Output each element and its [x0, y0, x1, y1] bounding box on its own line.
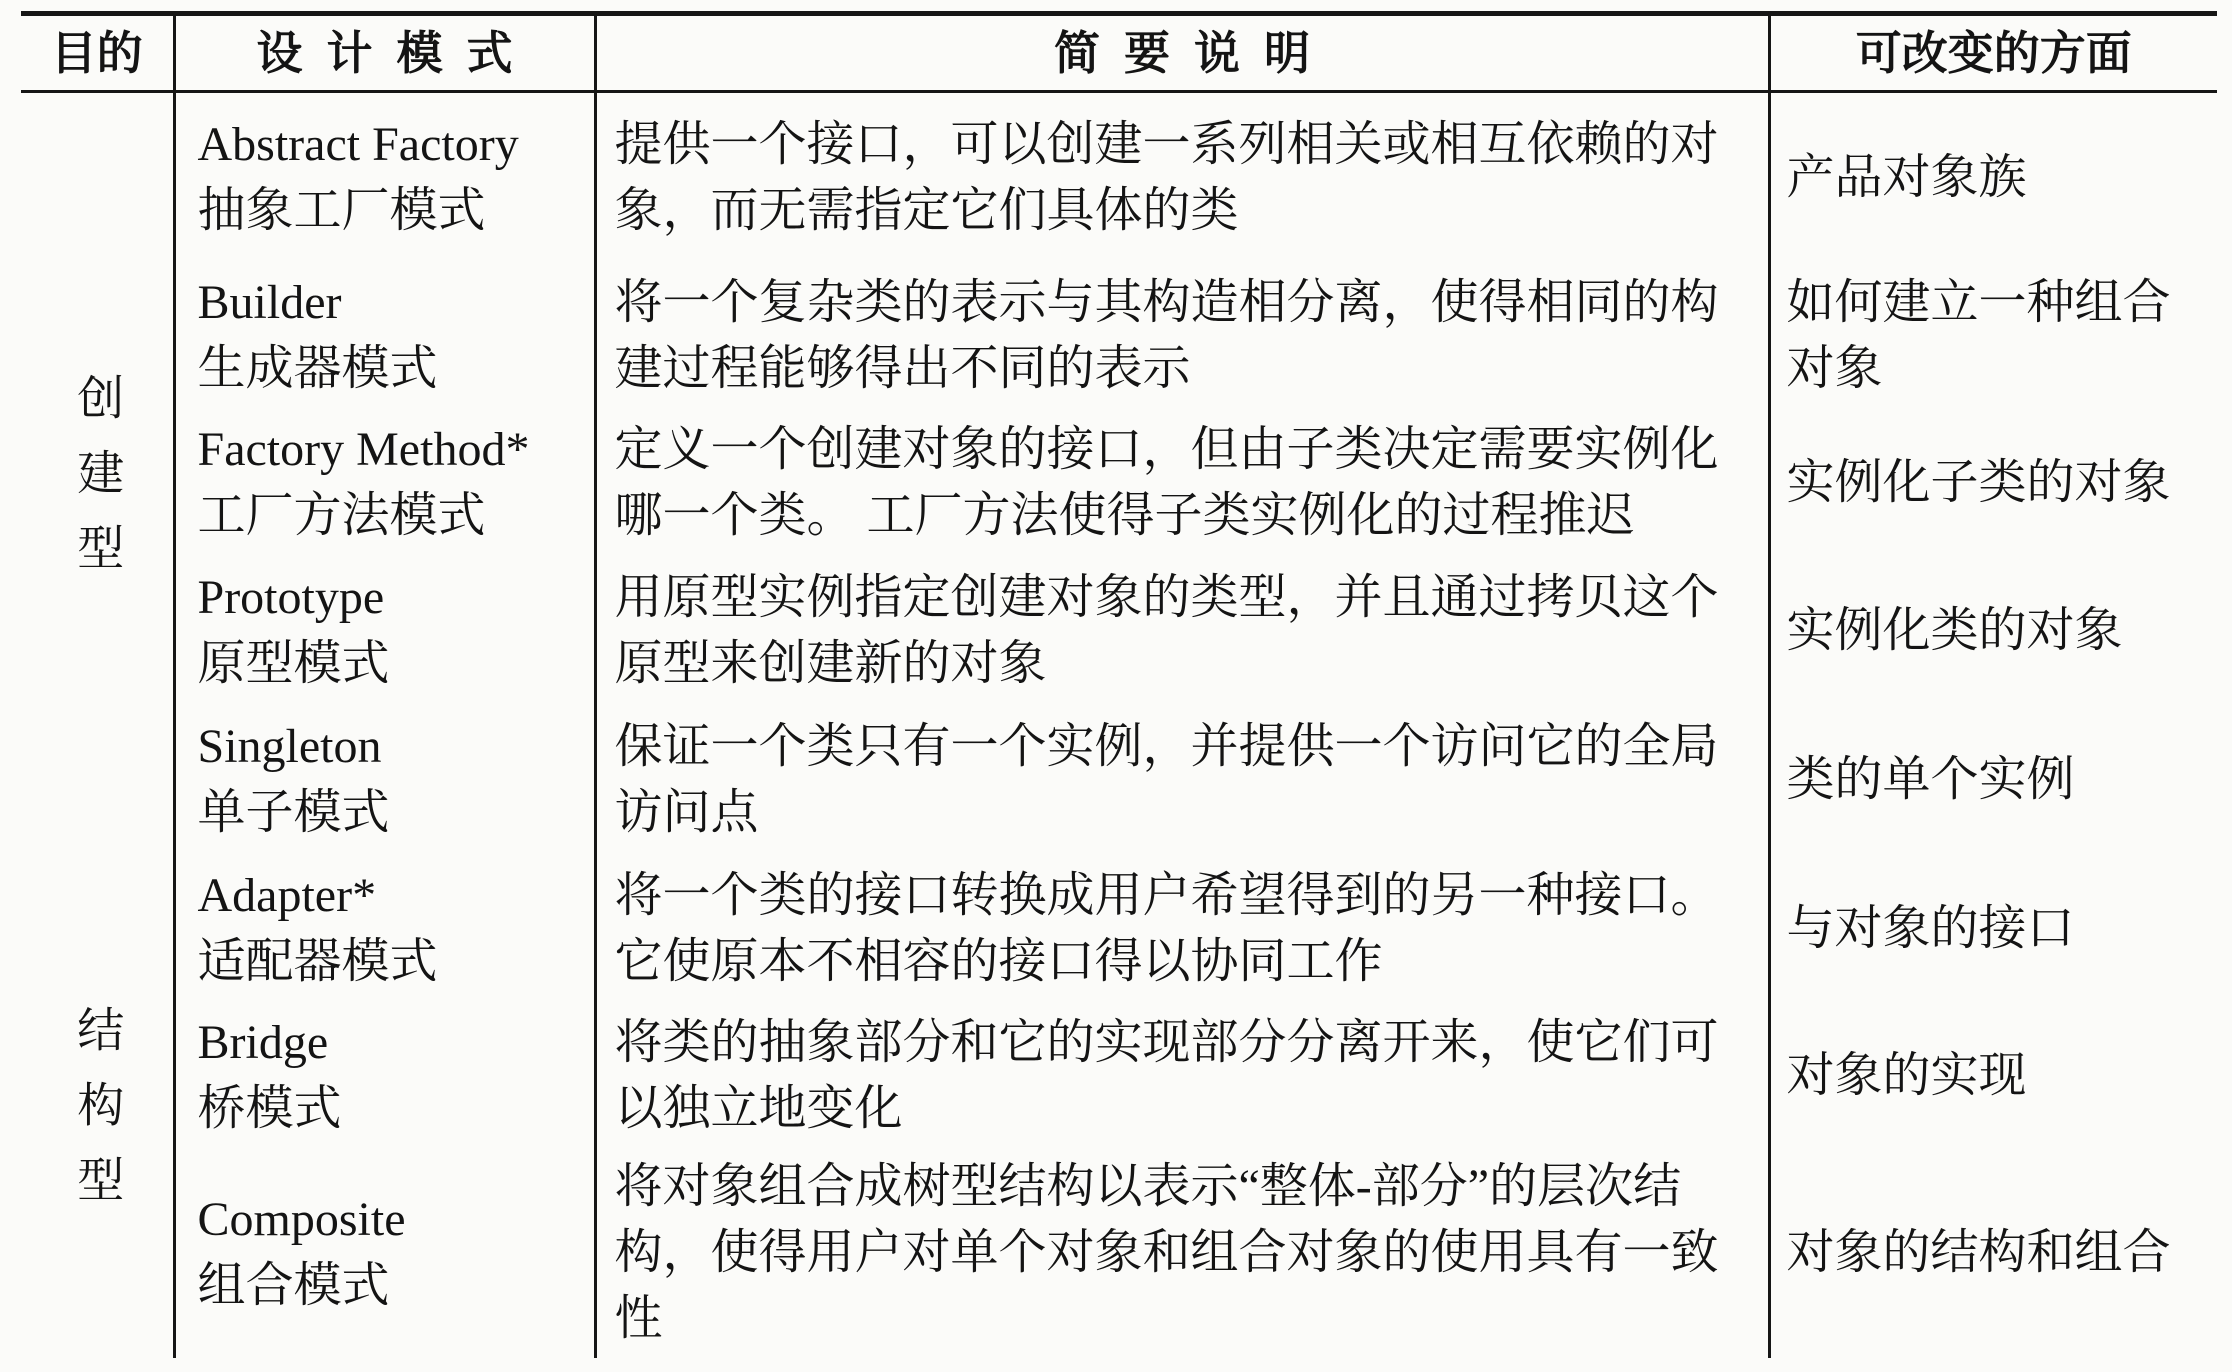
purpose-cell-structural: [21, 855, 174, 1358]
variable-aspect-line: 产品对象族: [1786, 150, 2027, 204]
variable-aspect-cell: [1769, 410, 2217, 557]
pattern-name-cell: [174, 855, 595, 1003]
description-line: 将一个复杂类的表示与其构造相分离，使得相同的构: [614, 276, 1719, 329]
variable-aspect-cell: [1769, 706, 2217, 855]
pattern-name-cell: [174, 557, 595, 706]
pattern-chinese-name: 抽象工厂模式: [197, 183, 486, 237]
description-cell: [595, 410, 1769, 557]
description-line: 提供一个接口，可以创建一系列相关或相互依赖的对: [614, 117, 1719, 171]
pattern-row-bridge: [21, 1003, 2217, 1149]
pattern-english-name: Abstract Factory: [197, 117, 519, 171]
description-line: 象，而无需指定它们具体的类: [614, 183, 1239, 237]
variable-aspect-line: 类的单个实例: [1786, 753, 2075, 806]
description-line: 建过程能够得出不同的表示: [614, 342, 1191, 395]
pattern-row-adapter: [21, 855, 2217, 1003]
description-line: 构，使得用户对单个对象和组合对象的使用具有一致: [614, 1226, 1719, 1279]
pattern-chinese-name: 适配器模式: [197, 934, 438, 988]
description-cell: [595, 1149, 1769, 1358]
description-cell: [595, 855, 1769, 1003]
pattern-row-composite: [21, 1149, 2217, 1358]
pattern-chinese-name: 单子模式: [197, 786, 390, 839]
variable-aspect-cell: [1769, 1149, 2217, 1358]
pattern-row-builder: [21, 263, 2217, 410]
pattern-english-name: Singleton: [197, 720, 382, 773]
variable-aspect-cell: [1769, 557, 2217, 706]
pattern-name-cell: [174, 92, 595, 263]
variable-aspect-cell: [1769, 92, 2217, 263]
variable-aspect-cell: [1769, 1003, 2217, 1149]
variable-aspect-line: 与对象的接口: [1786, 901, 2075, 955]
description-cell: [595, 557, 1769, 706]
pattern-row-abstract-factory: [21, 92, 2217, 263]
pattern-row-singleton: [21, 706, 2217, 855]
pattern-name-cell: [174, 706, 595, 855]
pattern-name-cell: [174, 1003, 595, 1149]
design-patterns-table: [21, 11, 2217, 1358]
pattern-chinese-name: 工厂方法模式: [197, 489, 486, 542]
pattern-english-name: Adapter*: [197, 868, 377, 922]
pattern-chinese-name: 桥模式: [197, 1081, 342, 1135]
description-cell: [595, 1003, 1769, 1149]
purpose-label: 结构型: [70, 1005, 123, 1230]
description-line: 将对象组合成树型结构以表示“整体-部分”的层次结: [614, 1160, 1682, 1213]
description-cell: [595, 263, 1769, 410]
description-line: 哪一个类。 工厂方法使得子类实例化的过程推迟: [614, 489, 1635, 542]
pattern-english-name: Builder: [197, 276, 342, 329]
header-pattern: 设 计 模 式: [174, 14, 595, 92]
pattern-english-name: Bridge: [197, 1015, 329, 1069]
pattern-name-cell: [174, 1149, 595, 1358]
pattern-english-name: Composite: [197, 1193, 406, 1246]
pattern-chinese-name: 生成器模式: [197, 342, 438, 395]
header-purpose: 目的: [21, 14, 174, 92]
variable-aspect-line: 对象: [1786, 342, 1883, 395]
header-description: 简 要 说 明: [595, 14, 1769, 92]
purpose-cell-creational: [21, 92, 174, 855]
pattern-english-name: Factory Method*: [197, 423, 530, 476]
variable-aspect-cell: [1769, 855, 2217, 1003]
description-cell: [595, 92, 1769, 263]
description-line: 它使原本不相容的接口得以协同工作: [614, 934, 1383, 988]
variable-aspect-line: 对象的结构和组合: [1786, 1226, 2171, 1279]
description-line: 保证一个类只有一个实例，并提供一个访问它的全局: [614, 720, 1719, 773]
variable-aspect-line: 对象的实现: [1786, 1048, 2027, 1102]
description-line: 以独立地变化: [614, 1081, 903, 1135]
purpose-label: 创建型: [70, 372, 123, 598]
variable-aspect-line: 实例化子类的对象: [1786, 456, 2171, 509]
pattern-row-factory-method: [21, 410, 2217, 557]
pattern-chinese-name: 原型模式: [197, 637, 390, 690]
description-line: 用原型实例指定创建对象的类型，并且通过拷贝这个: [614, 571, 1719, 624]
pattern-chinese-name: 组合模式: [197, 1259, 390, 1312]
variable-aspect-line: 如何建立一种组合: [1786, 276, 2171, 329]
description-line: 定义一个创建对象的接口，但由子类决定需要实例化: [614, 423, 1719, 476]
description-line: 将一个类的接口转换成用户希望得到的另一种接口。: [614, 868, 1719, 922]
pattern-row-prototype: [21, 557, 2217, 706]
header-variable-aspect: 可改变的方面: [1769, 14, 2217, 92]
description-line: 性: [614, 1292, 663, 1345]
description-line: 将类的抽象部分和它的实现部分分离开来，使它们可: [614, 1015, 1719, 1069]
pattern-name-cell: [174, 410, 595, 557]
variable-aspect-line: 实例化类的对象: [1786, 604, 2123, 657]
description-line: 访问点: [614, 786, 759, 839]
pattern-name-cell: [174, 263, 595, 410]
pattern-english-name: Prototype: [197, 571, 385, 624]
table-header-row: [21, 14, 2217, 92]
description-line: 原型来创建新的对象: [614, 637, 1047, 690]
description-cell: [595, 706, 1769, 855]
variable-aspect-cell: [1769, 263, 2217, 410]
